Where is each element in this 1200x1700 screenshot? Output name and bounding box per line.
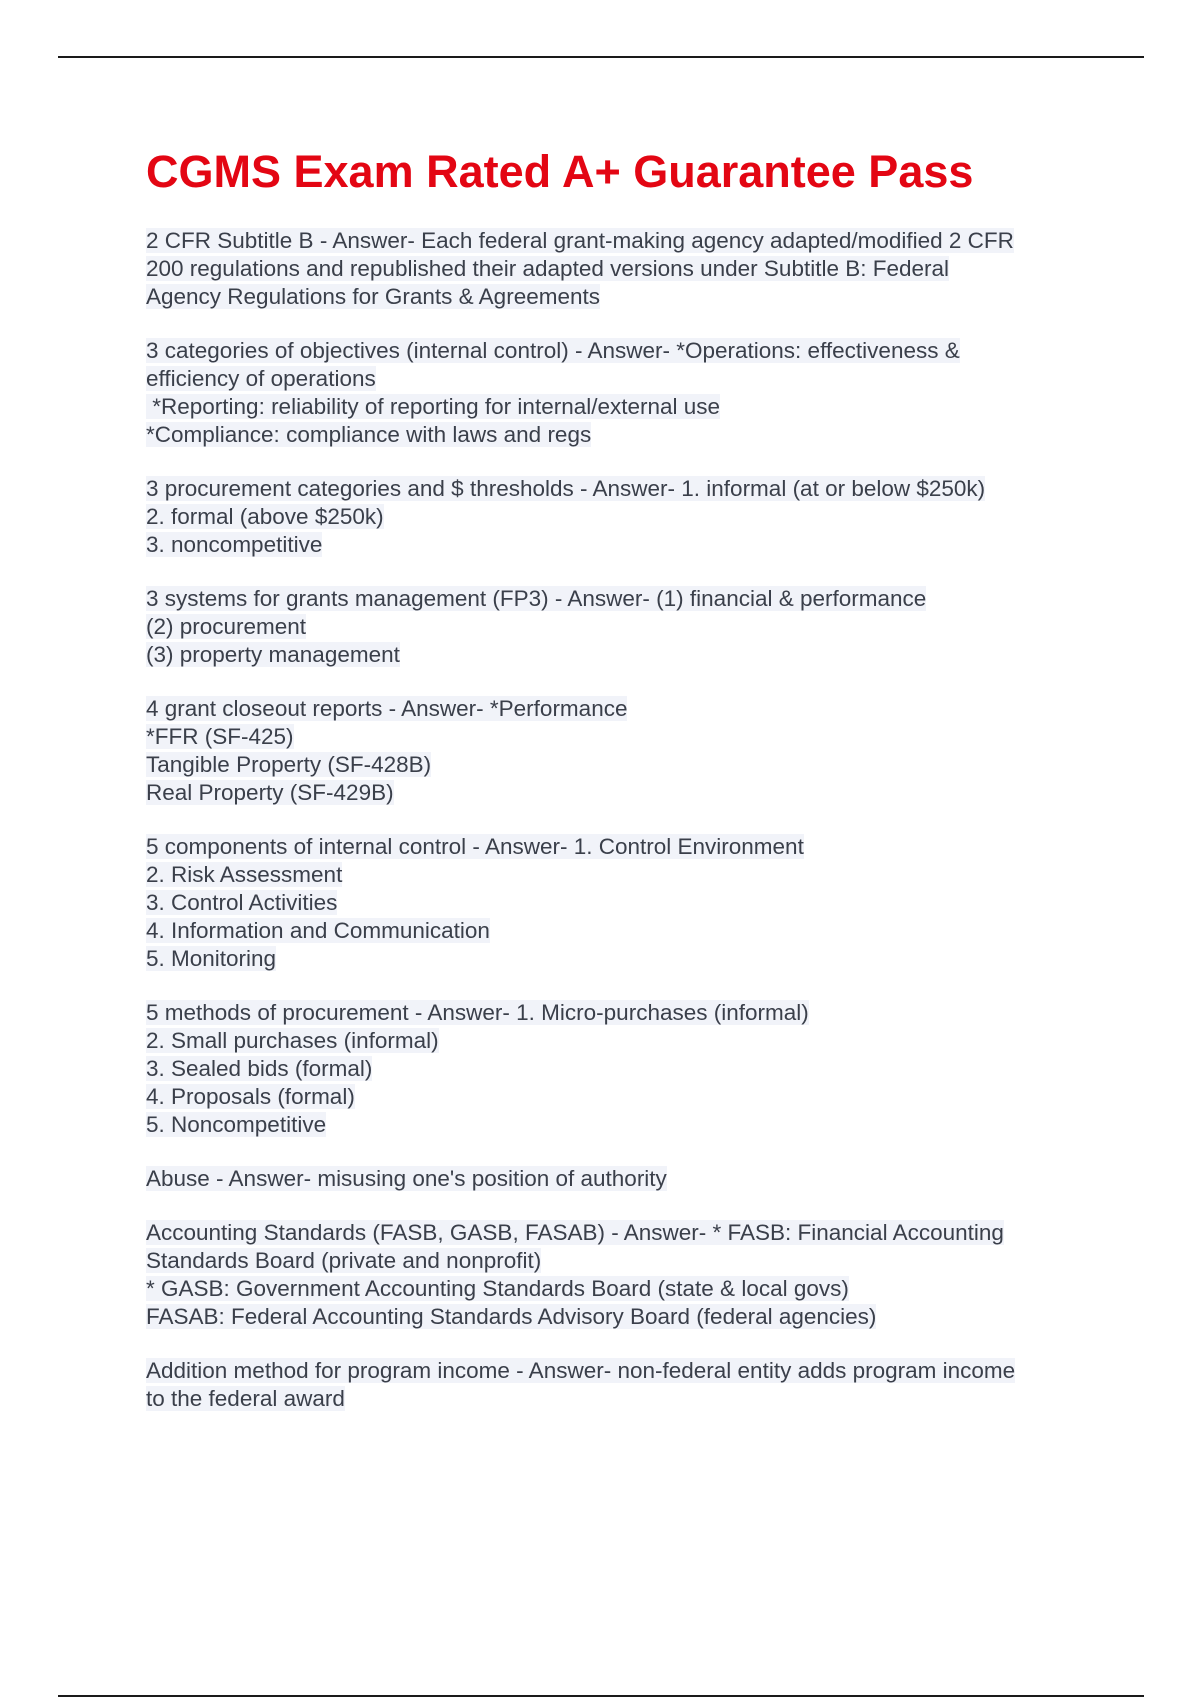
entry-line: 2. Risk Assessment [146, 862, 343, 887]
entry-line: 5 methods of procurement - Answer- 1. Micro-purchases (informal) [146, 1000, 809, 1025]
entry-line: 4. Proposals (formal) [146, 1084, 355, 1109]
bottom-rule [58, 1695, 1144, 1697]
entry-line: 3. noncompetitive [146, 532, 323, 557]
entry-line: *Compliance: compliance with laws and regs [146, 422, 592, 447]
top-rule [58, 56, 1144, 58]
entry-line: 4 grant closeout reports - Answer- *Performance [146, 696, 628, 721]
qa-entry-1 [146, 227, 1096, 311]
entry-line: 200 regulations and republished their adapted versions under Subtitle B: Federal [146, 256, 950, 281]
qa-entry-7 [146, 999, 1096, 1139]
entry-line: 3. Sealed bids (formal) [146, 1056, 373, 1081]
entry-line: Tangible Property (SF-428B) [146, 752, 432, 777]
entry-line: 2 CFR Subtitle B - Answer- Each federal grant-making agency adapted/modified 2 CFR [146, 228, 1014, 253]
entry-line: 3 categories of objectives (internal control) - Answer- *Operations: effectiveness & [146, 338, 960, 363]
qa-list [146, 227, 1096, 1439]
qa-entry-10 [146, 1357, 1096, 1413]
qa-entry-9 [146, 1219, 1096, 1331]
entry-line: 3 procurement categories and $ thresholds - Answer- 1. informal (at or below $250k) [146, 476, 986, 501]
entry-line: 5. Noncompetitive [146, 1112, 327, 1137]
qa-entry-2 [146, 337, 1096, 449]
qa-entry-3 [146, 475, 1096, 559]
entry-line: (2) procurement [146, 614, 307, 639]
entry-line: Real Property (SF-429B) [146, 780, 394, 805]
entry-line: 5. Monitoring [146, 946, 277, 971]
qa-entry-8 [146, 1165, 1096, 1193]
entry-line: 4. Information and Communication [146, 918, 490, 943]
page-title: CGMS Exam Rated A+ Guarantee Pass [146, 146, 974, 197]
entry-line: 2. Small purchases (informal) [146, 1028, 439, 1053]
entry-line: to the federal award [146, 1386, 345, 1411]
qa-entry-4 [146, 585, 1096, 669]
entry-line: 3 systems for grants management (FP3) - Answer- (1) financial & performance [146, 586, 927, 611]
entry-line: efficiency of operations [146, 366, 376, 391]
entry-line: FASAB: Federal Accounting Standards Advisory Board (federal agencies) [146, 1304, 877, 1329]
entry-line: *FFR (SF-425) [146, 724, 294, 749]
entry-line: Standards Board (private and nonprofit) [146, 1248, 542, 1273]
entry-line: *Reporting: reliability of reporting for internal/external use [146, 394, 721, 419]
entry-line: 2. formal (above $250k) [146, 504, 384, 529]
entry-line: 3. Control Activities [146, 890, 338, 915]
entry-line: Addition method for program income - Answer- non-federal entity adds program income [146, 1358, 1016, 1383]
entry-line: Accounting Standards (FASB, GASB, FASAB) - Answer- * FASB: Financial Accounting [146, 1220, 1004, 1245]
entry-line: 5 components of internal control - Answer- 1. Control Environment [146, 834, 804, 859]
qa-entry-6 [146, 833, 1096, 973]
entry-line: Abuse - Answer- misusing one's position of authority [146, 1166, 667, 1191]
entry-line: * GASB: Government Accounting Standards Board (state & local govs) [146, 1276, 849, 1301]
entry-line: Agency Regulations for Grants & Agreements [146, 284, 600, 309]
qa-entry-5 [146, 695, 1096, 807]
entry-line: (3) property management [146, 642, 400, 667]
